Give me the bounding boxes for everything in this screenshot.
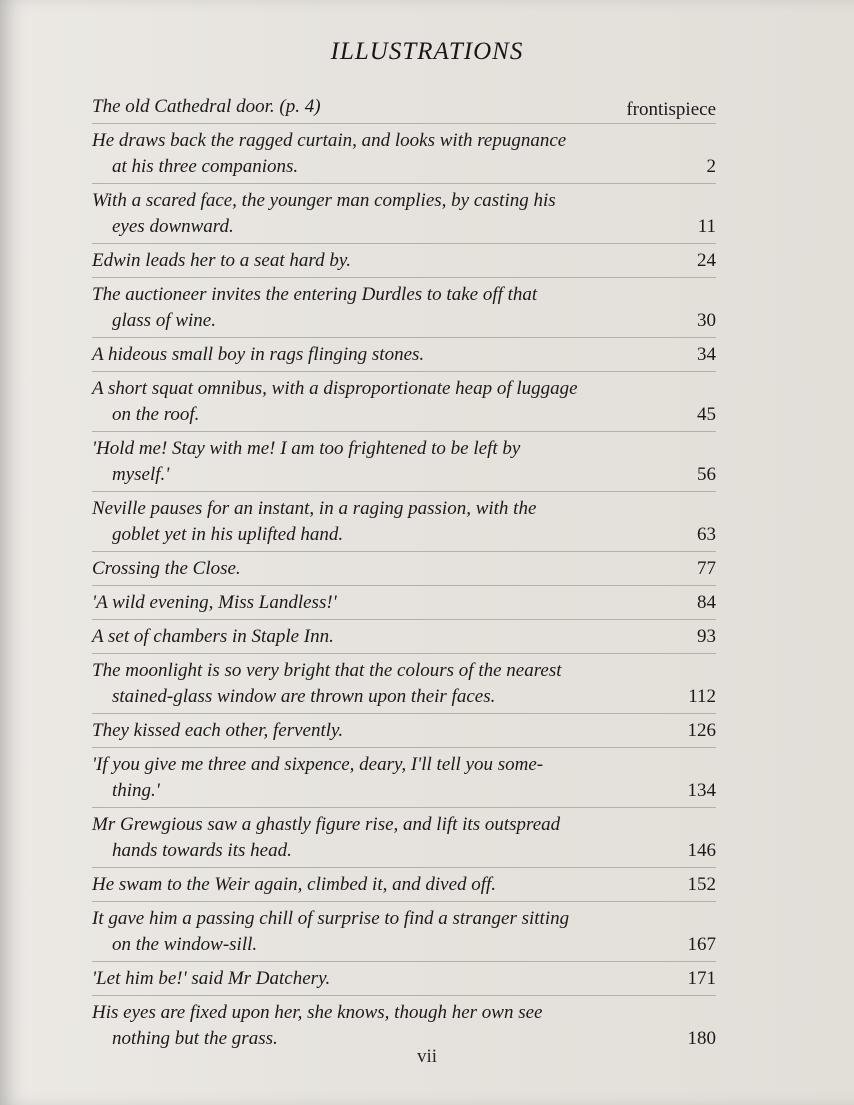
caption-line: hands towards its head.	[112, 840, 292, 861]
caption-line: glass of wine.	[112, 310, 216, 331]
caption-line: thing.'	[112, 780, 160, 801]
illustration-page-number: 2	[706, 156, 716, 177]
illustration-entry	[92, 491, 716, 551]
illustration-page-number: 171	[687, 968, 716, 989]
illustration-entry	[92, 277, 716, 337]
caption-line: at his three companions.	[112, 156, 299, 177]
caption-line: Mr Grewgious saw a ghastly figure rise, and lift its outspread	[92, 814, 561, 835]
illustration-entry	[92, 713, 716, 747]
page-title: ILLUSTRATIONS	[330, 38, 524, 65]
illustration-page-number: 146	[687, 840, 716, 861]
illustration-entry	[92, 901, 716, 961]
caption-line: stained-glass window are thrown upon their faces.	[112, 686, 496, 707]
illustration-entry	[92, 585, 716, 619]
caption-line: A short squat omnibus, with a disproportionate heap of luggage	[92, 378, 578, 399]
illustration-caption	[92, 94, 572, 120]
illustration-entry	[92, 431, 716, 491]
illustration-caption	[92, 1000, 647, 1052]
illustrations-list	[92, 94, 716, 1055]
illustration-caption	[92, 752, 647, 804]
illustration-entry	[92, 867, 716, 901]
illustration-page-number: 126	[687, 720, 716, 741]
illustration-entry	[92, 371, 716, 431]
caption-line: 'A wild evening, Miss Landless!'	[92, 592, 337, 613]
illustration-caption	[92, 248, 647, 274]
illustration-page-number: 34	[697, 344, 716, 365]
caption-line: nothing but the grass.	[112, 1028, 278, 1049]
caption-line: goblet yet in his uplifted hand.	[112, 524, 344, 545]
illustration-page-number: 56	[697, 464, 716, 485]
illustration-entry	[92, 337, 716, 371]
caption-line: A hideous small boy in rags flinging stones.	[92, 344, 425, 365]
illustration-caption	[92, 872, 647, 898]
illustration-entry	[92, 183, 716, 243]
illustration-entry	[92, 243, 716, 277]
caption-line: A set of chambers in Staple Inn.	[92, 626, 334, 647]
illustration-page-number: 152	[687, 874, 716, 895]
illustration-entry	[92, 747, 716, 807]
caption-line: eyes downward.	[112, 216, 234, 237]
illustration-caption	[92, 718, 647, 744]
illustration-entry	[92, 619, 716, 653]
illustration-page-number: 45	[697, 404, 716, 425]
illustration-entry	[92, 123, 716, 183]
caption-line: 'If you give me three and sixpence, deary, I'll tell you some-	[92, 754, 544, 775]
caption-line: It gave him a passing chill of surprise to find a stranger sitting	[92, 908, 570, 929]
caption-line: The old Cathedral door. (p. 4)	[92, 96, 321, 117]
illustration-page-number: 112	[688, 686, 716, 707]
illustration-page-number: 63	[697, 524, 716, 545]
illustration-page-number: 24	[697, 250, 716, 271]
illustration-caption	[92, 342, 647, 368]
illustration-caption	[92, 906, 647, 958]
illustration-page-number: 84	[697, 592, 716, 613]
illustration-page-number: 167	[687, 934, 716, 955]
caption-line: With a scared face, the younger man complies, by casting his	[92, 190, 556, 211]
caption-line: He draws back the ragged curtain, and looks with repugnance	[92, 130, 567, 151]
caption-line: The auctioneer invites the entering Durdles to take off that	[92, 284, 538, 305]
caption-line: 'Hold me! Stay with me! I am too frightened to be left by	[92, 438, 521, 459]
caption-line: Crossing the Close.	[92, 558, 241, 579]
caption-line: They kissed each other, fervently.	[92, 720, 344, 741]
illustration-caption	[92, 128, 647, 180]
caption-line: myself.'	[112, 464, 170, 485]
illustration-caption	[92, 590, 647, 616]
illustration-caption	[92, 658, 647, 710]
illustration-page-number: 134	[687, 780, 716, 801]
illustration-page-number: 180	[687, 1028, 716, 1049]
caption-line: on the window-sill.	[112, 934, 258, 955]
caption-line: Edwin leads her to a seat hard by.	[92, 250, 351, 271]
illustration-caption	[92, 376, 647, 428]
illustration-page-number: frontispiece	[626, 99, 716, 120]
illustration-page-number: 11	[697, 216, 716, 237]
illustration-caption	[92, 282, 647, 334]
illustration-caption	[92, 436, 647, 488]
caption-line: His eyes are fixed upon her, she knows, though her own see	[92, 1002, 543, 1023]
caption-line: He swam to the Weir again, climbed it, and dived off.	[92, 874, 497, 895]
illustration-entry	[92, 807, 716, 867]
illustration-page-number: 77	[697, 558, 716, 579]
caption-line: 'Let him be!' said Mr Datchery.	[92, 968, 331, 989]
caption-line: Neville pauses for an instant, in a raging passion, with the	[92, 498, 537, 519]
illustration-caption	[92, 812, 647, 864]
caption-line: The moonlight is so very bright that the colours of the nearest	[92, 660, 562, 681]
illustration-caption	[92, 624, 647, 650]
illustration-caption	[92, 966, 647, 992]
illustration-entry	[92, 94, 716, 123]
illustration-entry	[92, 653, 716, 713]
illustration-caption	[92, 496, 647, 548]
illustration-page-number: 93	[697, 626, 716, 647]
illustration-caption	[92, 188, 647, 240]
illustration-caption	[92, 556, 647, 582]
illustration-entry	[92, 961, 716, 995]
page-number: vii	[416, 1046, 438, 1067]
illustration-entry	[92, 551, 716, 585]
illustration-page-number: 30	[697, 310, 716, 331]
caption-line: on the roof.	[112, 404, 200, 425]
